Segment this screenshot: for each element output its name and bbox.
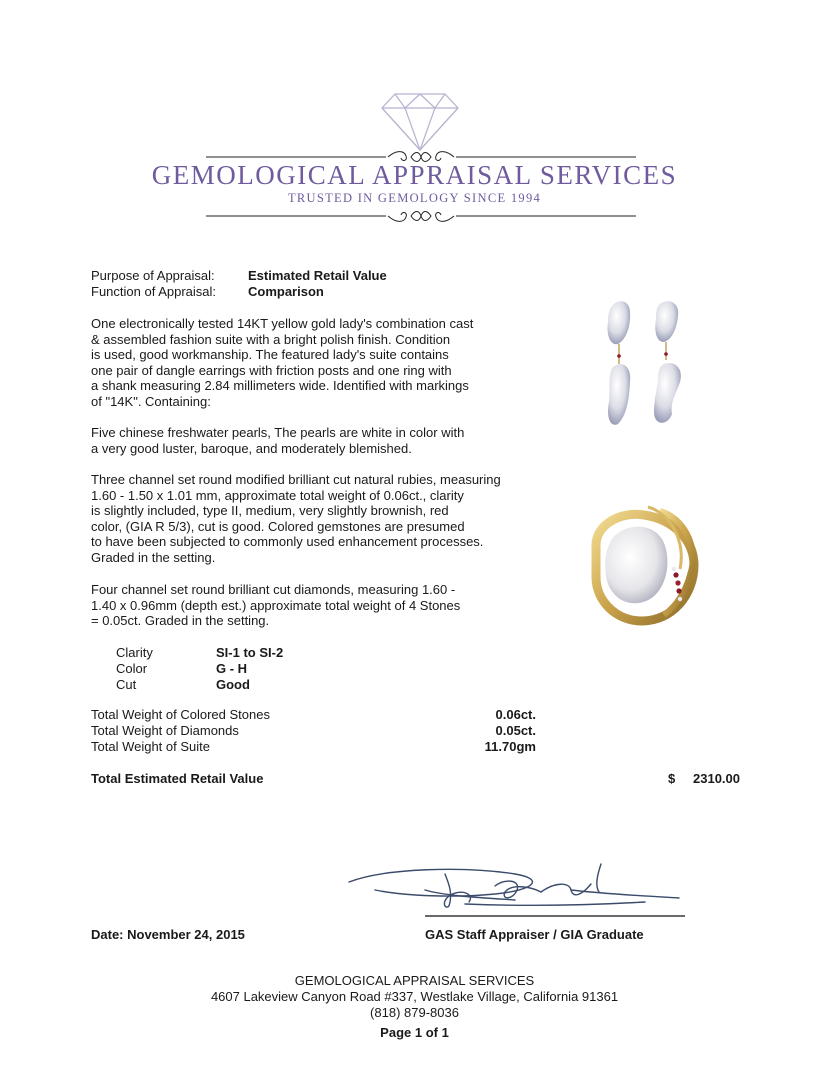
rubies-line: color, (GIA R 5/3), cut is good. Colored gemstones are presumed [91, 518, 465, 534]
diamonds-line: Four channel set round brilliant cut diamonds, measuring 1.60 - [91, 582, 456, 597]
earrings-photo [598, 298, 694, 436]
description-line: one pair of dangle earrings with friction posts and one ring with [91, 362, 452, 378]
signature [345, 860, 685, 918]
ring-photo [590, 505, 702, 627]
purpose-label: Purpose of Appraisal: [91, 268, 215, 283]
rubies-line: to have been subjected to commonly used enhancement processes. [91, 534, 484, 550]
footer-address: 4607 Lakeview Canyon Road #337, Westlake Village, California 91361 [210, 989, 619, 1004]
grading-label-cut: Cut [116, 677, 137, 692]
purpose-value: Estimated Retail Value [248, 268, 387, 283]
total-diamonds-label: Total Weight of Diamonds [91, 723, 239, 738]
diamonds-line: = 0.05ct. Graded in the setting. [91, 613, 270, 629]
retail-amount: 2310.00 [693, 771, 740, 786]
retail-currency: $ [668, 771, 676, 786]
diamonds-line: 1.40 x 0.96mm (depth est.) approximate total weight of 4 Stones [91, 597, 461, 613]
page-number: Page 1 of 1 [380, 1025, 449, 1040]
rubies-line: is slightly included, type II, medium, very slightly brownish, red [91, 503, 449, 519]
rubies-line: Graded in the setting. [91, 549, 216, 565]
footer-phone: (818) 879-8036 [370, 1005, 459, 1020]
pearls-line: Five chinese freshwater pearls, The pearls are white in color with [91, 425, 465, 440]
total-colored-stones-label: Total Weight of Colored Stones [91, 707, 270, 722]
description-line: of "14K". Containing: [91, 393, 211, 409]
description-line: One electronically tested 14KT yellow gold lady's combination cast [91, 316, 474, 331]
appraiser-title: GAS Staff Appraiser / GIA Graduate [425, 927, 644, 942]
description-line: a shank measuring 2.84 millimeters wide. Identified with markings [91, 378, 469, 394]
pearls-line: a very good luster, baroque, and moderately blemished. [91, 440, 412, 456]
grading-label-color: Color [116, 661, 148, 676]
function-label: Function of Appraisal: [91, 284, 217, 299]
grading-value-color: G - H [216, 661, 248, 676]
total-colored-stones-value: 0.06ct. [495, 707, 536, 722]
description-line: is used, good workmanship. The featured lady's suite contains [91, 347, 449, 363]
diamond-logo-icon [380, 92, 460, 152]
company-tagline: TRUSTED IN GEMOLOGY SINCE 1994 [287, 191, 542, 205]
company-name: GEMOLOGICAL APPRAISAL SERVICES [151, 160, 678, 190]
grading-value-cut: Good [216, 677, 250, 692]
function-value: Comparison [248, 284, 324, 299]
description-line: & assembled fashion suite with a bright polish finish. Condition [91, 331, 451, 347]
rubies-line: 1.60 - 1.50 x 1.01 mm, approximate total weight of 0.06ct., clarity [91, 487, 464, 503]
rubies-paragraph [91, 472, 531, 566]
footer-company: GEMOLOGICAL APPRAISAL SERVICES [294, 973, 535, 988]
total-diamonds-value: 0.05ct. [495, 723, 536, 738]
grading-value-clarity: SI-1 to SI-2 [216, 645, 284, 660]
total-suite-value: 11.70gm [484, 739, 536, 754]
total-suite-label: Total Weight of Suite [91, 739, 210, 754]
retail-value-label: Total Estimated Retail Value [91, 771, 264, 786]
ornament-flourish-icon [206, 207, 636, 225]
grading-label-clarity: Clarity [116, 645, 153, 660]
diamonds-paragraph [91, 582, 531, 629]
pearls-paragraph [91, 425, 531, 456]
rubies-line: Three channel set round modified brilliant cut natural rubies, measuring [91, 472, 501, 487]
description-paragraph [91, 316, 531, 410]
appraisal-date: Date: November 24, 2015 [91, 927, 245, 942]
